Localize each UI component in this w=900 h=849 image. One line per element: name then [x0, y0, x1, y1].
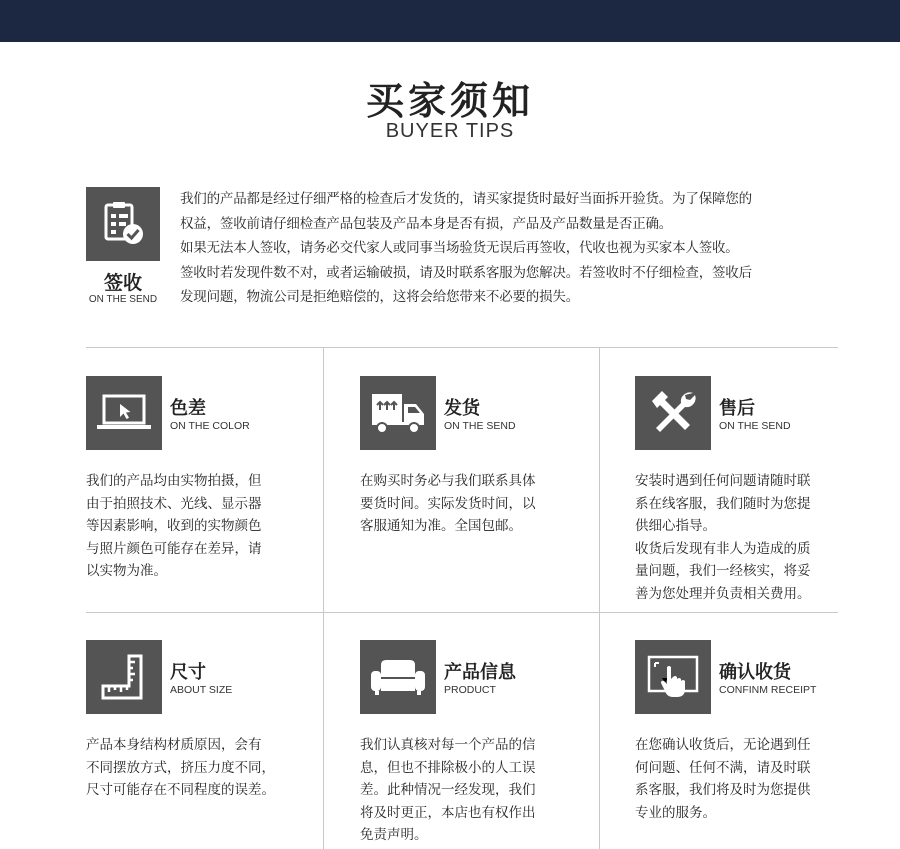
grid-divider-top — [86, 347, 838, 348]
sign-line: 发现问题，物流公司是拒绝赔偿的，这将会给您带来不必要的损失。 — [180, 289, 579, 305]
tip-body — [86, 734, 300, 802]
laptop-cursor-icon — [86, 376, 162, 450]
tip-title: 产品信息 — [444, 662, 516, 683]
tip-line: 与照片颜色可能存在差异，请 — [86, 540, 262, 557]
sign-line: 我们的产品都是经过仔细严格的检查后才发货的，请买家提货时最好当面拆开验货。为了保障您的 — [180, 191, 752, 207]
sign-line: 如果无法本人签收，请务必交代家人或同事当场验货无误后再签收，代收也视为买家本人签收。 — [180, 240, 739, 256]
tip-line: 差。此种情况一经发现，我们 — [360, 782, 536, 798]
tip-subtitle: ON THE SEND — [719, 420, 791, 432]
ruler-icon — [86, 640, 162, 714]
grid-divider-left — [323, 347, 324, 849]
tip-line: 要货时间。实际发货时间，以 — [360, 495, 536, 512]
tip-line: 我们认真核对每一个产品的信 — [360, 737, 536, 753]
tip-line: 产品本身结构材质原因，会有 — [86, 737, 262, 753]
sofa-icon — [360, 640, 436, 714]
tip-line: 由于拍照技术、光线、显示器 — [86, 495, 262, 512]
tip-line: 专业的服务。 — [635, 804, 716, 821]
tip-title: 发货 — [444, 398, 480, 419]
sign-line: 权益，签收前请仔细检查产品包装及产品本身是否有损，产品及产品数量是否正确。 — [180, 215, 673, 232]
tip-line: 尺寸可能存在不同程度的误差。 — [86, 782, 275, 798]
tip-title: 色差 — [170, 398, 206, 419]
tip-line: 系客服，我们将及时为您提供 — [635, 782, 811, 798]
tip-line: 客服通知为准。全国包邮。 — [360, 518, 522, 534]
tip-line: 量问题，我们一经核实，将妥 — [635, 563, 811, 579]
page-title: 买家须知 — [365, 79, 534, 123]
clipboard-check-icon — [86, 187, 160, 261]
tip-subtitle: ON THE SEND — [444, 420, 516, 432]
grid-divider-middle — [86, 612, 838, 613]
sign-title: 签收 — [103, 272, 142, 294]
tip-line: 系在线客服，我们随时为您提 — [635, 495, 811, 512]
tip-line: 等因素影响，收到的实物颜色 — [86, 518, 262, 534]
grid-divider-right — [599, 347, 600, 849]
sign-description — [180, 187, 842, 310]
tip-line: 安装时遇到任何问题请随时联 — [635, 473, 811, 489]
tip-body — [360, 470, 574, 538]
tip-line: 善为您处理并负责相关费用。 — [635, 585, 811, 602]
tip-title: 售后 — [719, 398, 755, 419]
tip-title: 确认收货 — [719, 662, 791, 683]
tip-subtitle: PRODUCT — [444, 684, 496, 696]
sign-subtitle: ON THE SEND — [88, 294, 158, 305]
tip-line: 以实物为准。 — [86, 563, 167, 579]
delivery-truck-icon — [360, 376, 436, 450]
hammer-wrench-icon — [635, 376, 711, 450]
tip-line: 收货后发现有非人为造成的质 — [635, 540, 811, 557]
tip-body — [86, 470, 300, 583]
sign-line: 签收时若发现件数不对，或者运输破损，请及时联系客服为您解决。若签收时不仔细检查，签收后 — [180, 264, 752, 281]
page-subtitle: BUYER TIPS — [385, 120, 515, 142]
tip-title: 尺寸 — [170, 662, 206, 683]
tip-line: 何问题、任何不满，请及时联 — [635, 759, 811, 776]
tip-line: 供细心指导。 — [635, 518, 716, 534]
tip-body — [635, 734, 849, 824]
tip-line: 在您确认收货后，无论遇到任 — [635, 737, 811, 753]
tip-body — [360, 734, 574, 847]
tip-line: 我们的产品均由实物拍摄，但 — [86, 473, 262, 489]
tip-line: 在购买时务必与我们联系具体 — [360, 473, 536, 489]
hand-touch-screen-icon — [635, 640, 711, 714]
tip-body — [635, 470, 849, 605]
top-banner — [0, 0, 900, 42]
tip-line: 息，但也不排除极小的人工误 — [360, 759, 536, 776]
tip-line: 将及时更正，本店也有权作出 — [360, 804, 536, 821]
tip-subtitle: ABOUT SIZE — [170, 684, 233, 696]
tip-line: 免责声明。 — [360, 827, 428, 843]
tip-line: 不同摆放方式，挤压力度不同， — [86, 759, 275, 776]
tip-subtitle: ON THE COLOR — [170, 420, 250, 432]
tip-subtitle: CONFINM RECEIPT — [719, 684, 817, 696]
